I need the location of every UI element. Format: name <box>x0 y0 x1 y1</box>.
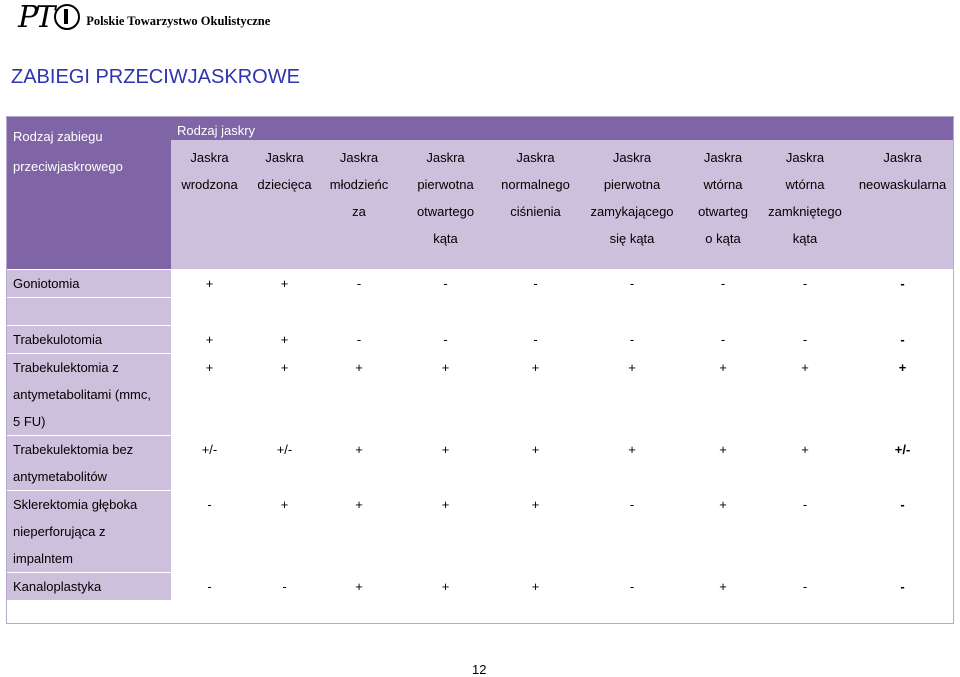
glaucoma-column-header-line: normalnego <box>501 176 570 192</box>
indication-cell <box>577 298 687 326</box>
indication-cell: + <box>171 354 248 436</box>
indication-cell: - <box>759 326 851 354</box>
indication-cell: + <box>397 573 494 601</box>
indication-cell: + <box>577 436 687 491</box>
glaucoma-column-header <box>851 140 954 270</box>
indication-cell: + <box>494 354 577 436</box>
document-title: ZABIEGI PRZECIWJASKROWE <box>11 66 300 88</box>
indication-cell: + <box>321 354 397 436</box>
procedure-name <box>6 298 171 326</box>
indication-cell: - <box>494 270 577 298</box>
procedure-name <box>6 491 171 573</box>
glaucoma-column-header-line: ciśnienia <box>510 203 561 219</box>
glaucoma-column-header-line: Jaskra <box>265 149 304 165</box>
procedure-type-header <box>6 116 171 270</box>
indication-cell: + <box>397 354 494 436</box>
indication-cell <box>397 298 494 326</box>
table-row <box>6 436 954 491</box>
procedure-name-line: antymetabolitami (mmc, <box>13 387 151 402</box>
indication-cell: + <box>494 436 577 491</box>
procedure-name-line: Trabekulektomia bez <box>13 442 134 457</box>
glaucoma-column-header-line: Jaskra <box>426 149 465 165</box>
indication-cell: +/- <box>851 436 954 491</box>
indication-cell: - <box>577 491 687 573</box>
indication-cell: + <box>171 270 248 298</box>
glaucoma-column-header-line: Jaskra <box>516 149 555 165</box>
logo-letter-o <box>54 4 80 30</box>
procedure-type-header-line: przeciwjaskrowego <box>13 159 123 174</box>
table-row <box>6 270 954 298</box>
indication-cell: + <box>248 326 321 354</box>
procedure-name-line <box>13 298 171 325</box>
table-row <box>6 326 954 354</box>
glaucoma-column-header-line: pierwotna <box>417 176 474 192</box>
page-number: 12 <box>472 662 487 677</box>
glaucoma-column-header-line: neowaskularna <box>858 176 947 192</box>
glaucoma-column-header <box>321 140 397 270</box>
indication-cell: - <box>577 270 687 298</box>
indication-cell: - <box>851 270 954 298</box>
indication-cell: + <box>248 491 321 573</box>
indication-cell: + <box>687 491 759 573</box>
glaucoma-column-header <box>397 140 494 270</box>
glaucoma-column-header-line: Jaskra <box>339 149 379 165</box>
indication-cell: + <box>397 491 494 573</box>
table-row <box>6 573 954 601</box>
indication-cell: + <box>321 573 397 601</box>
logo-letter-t: T <box>35 0 53 35</box>
indication-cell: - <box>321 270 397 298</box>
indication-cell: - <box>171 491 248 573</box>
indication-cell: + <box>759 354 851 436</box>
indication-cell: - <box>577 573 687 601</box>
indication-cell: + <box>687 436 759 491</box>
procedure-name <box>6 573 171 601</box>
indication-cell: + <box>321 436 397 491</box>
glaucoma-column-header-line: zamkniętego <box>768 203 842 219</box>
procedure-name-line: impalntem <box>13 551 73 566</box>
glaucoma-column-header <box>577 140 687 270</box>
indication-cell <box>321 298 397 326</box>
glaucoma-type-header: Rodzaj jaskry <box>171 116 954 140</box>
glaucoma-column-header-line: wrodzona <box>181 176 238 192</box>
procedure-name-line: antymetabolitów <box>13 469 107 484</box>
procedure-name-line: Trabekulotomia <box>13 332 103 347</box>
indication-cell <box>494 298 577 326</box>
glaucoma-column-header-line: zamykającego <box>590 203 674 219</box>
indication-cell: - <box>851 573 954 601</box>
indication-cell: + <box>494 491 577 573</box>
glaucoma-column-header <box>248 140 321 270</box>
table-row <box>6 491 954 573</box>
indication-cell: - <box>494 326 577 354</box>
glaucoma-column-header-line: młodzieńc <box>329 176 389 192</box>
procedure-name-line: 5 FU) <box>13 414 46 429</box>
procedure-type-header-line: Rodzaj zabiegu <box>13 129 103 144</box>
glaucoma-procedures-table <box>6 116 954 600</box>
indication-cell: + <box>171 326 248 354</box>
indication-cell: - <box>397 326 494 354</box>
indication-cell: + <box>687 354 759 436</box>
indication-cell: - <box>171 573 248 601</box>
document-header <box>18 0 271 35</box>
table-header-row <box>6 116 954 140</box>
indication-cell: - <box>759 270 851 298</box>
pto-logo <box>18 0 80 35</box>
glaucoma-column-header <box>759 140 851 270</box>
table-row <box>6 354 954 436</box>
indication-cell: - <box>397 270 494 298</box>
procedure-name-line: Sklerektomia głęboka <box>13 497 138 512</box>
indication-cell: - <box>687 326 759 354</box>
table-row <box>6 298 954 326</box>
glaucoma-column-header-line: o kąta <box>705 230 741 246</box>
indication-cell: - <box>851 326 954 354</box>
glaucoma-column-header-line: kąta <box>433 230 458 246</box>
glaucoma-column-header-line: dziecięca <box>257 176 312 192</box>
glaucoma-column-header-line: Jaskra <box>785 149 825 165</box>
glaucoma-column-header-line: otwarteg <box>698 203 748 219</box>
procedure-name <box>6 436 171 491</box>
logo-letter-p: P <box>18 0 36 35</box>
glaucoma-column-header-line: Jaskra <box>190 149 229 165</box>
indication-cell: - <box>851 491 954 573</box>
indication-cell: - <box>248 573 321 601</box>
indication-cell: + <box>248 354 321 436</box>
procedure-name-line: Kanaloplastyka <box>13 579 102 594</box>
indication-cell <box>851 298 954 326</box>
glaucoma-column-header-line: Jaskra <box>612 149 652 165</box>
indication-cell: + <box>687 573 759 601</box>
glaucoma-column-header-line: za <box>352 203 366 219</box>
indication-cell: +/- <box>171 436 248 491</box>
indication-cell: - <box>321 326 397 354</box>
glaucoma-column-header-line: wtórna <box>785 176 825 192</box>
indication-cell: +/- <box>248 436 321 491</box>
indication-cell <box>759 298 851 326</box>
indication-cell: - <box>577 326 687 354</box>
procedure-name-line: Goniotomia <box>13 276 80 291</box>
indication-cell: - <box>687 270 759 298</box>
glaucoma-column-header <box>687 140 759 270</box>
indication-cell: + <box>577 354 687 436</box>
glaucoma-column-header-line: Jaskra <box>883 149 922 165</box>
indication-cell: + <box>759 436 851 491</box>
indication-cell: + <box>851 354 954 436</box>
procedure-name-line: nieperforująca z <box>13 524 106 539</box>
indication-cell <box>171 298 248 326</box>
society-name: Polskie Towarzystwo Okulistyczne <box>86 14 271 28</box>
procedure-name <box>6 326 171 354</box>
glaucoma-column-header-line: Jaskra <box>703 149 743 165</box>
glaucoma-column-header <box>171 140 248 270</box>
glaucoma-column-header-line: wtórna <box>703 176 743 192</box>
indication-cell <box>687 298 759 326</box>
indication-cell: - <box>759 491 851 573</box>
indication-cell: + <box>248 270 321 298</box>
indication-cell: - <box>759 573 851 601</box>
procedure-name <box>6 270 171 298</box>
procedure-name <box>6 354 171 436</box>
glaucoma-column-header-line: pierwotna <box>603 176 661 192</box>
glaucoma-column-header-line: otwartego <box>416 203 475 219</box>
glaucoma-column-header <box>494 140 577 270</box>
indication-cell <box>248 298 321 326</box>
glaucoma-column-header-line: się kąta <box>609 230 655 246</box>
indication-cell: + <box>397 436 494 491</box>
indication-cell: + <box>321 491 397 573</box>
indication-cell: + <box>494 573 577 601</box>
procedure-name-line: Trabekulektomia z <box>13 360 119 375</box>
glaucoma-column-header-line: kąta <box>792 230 818 246</box>
